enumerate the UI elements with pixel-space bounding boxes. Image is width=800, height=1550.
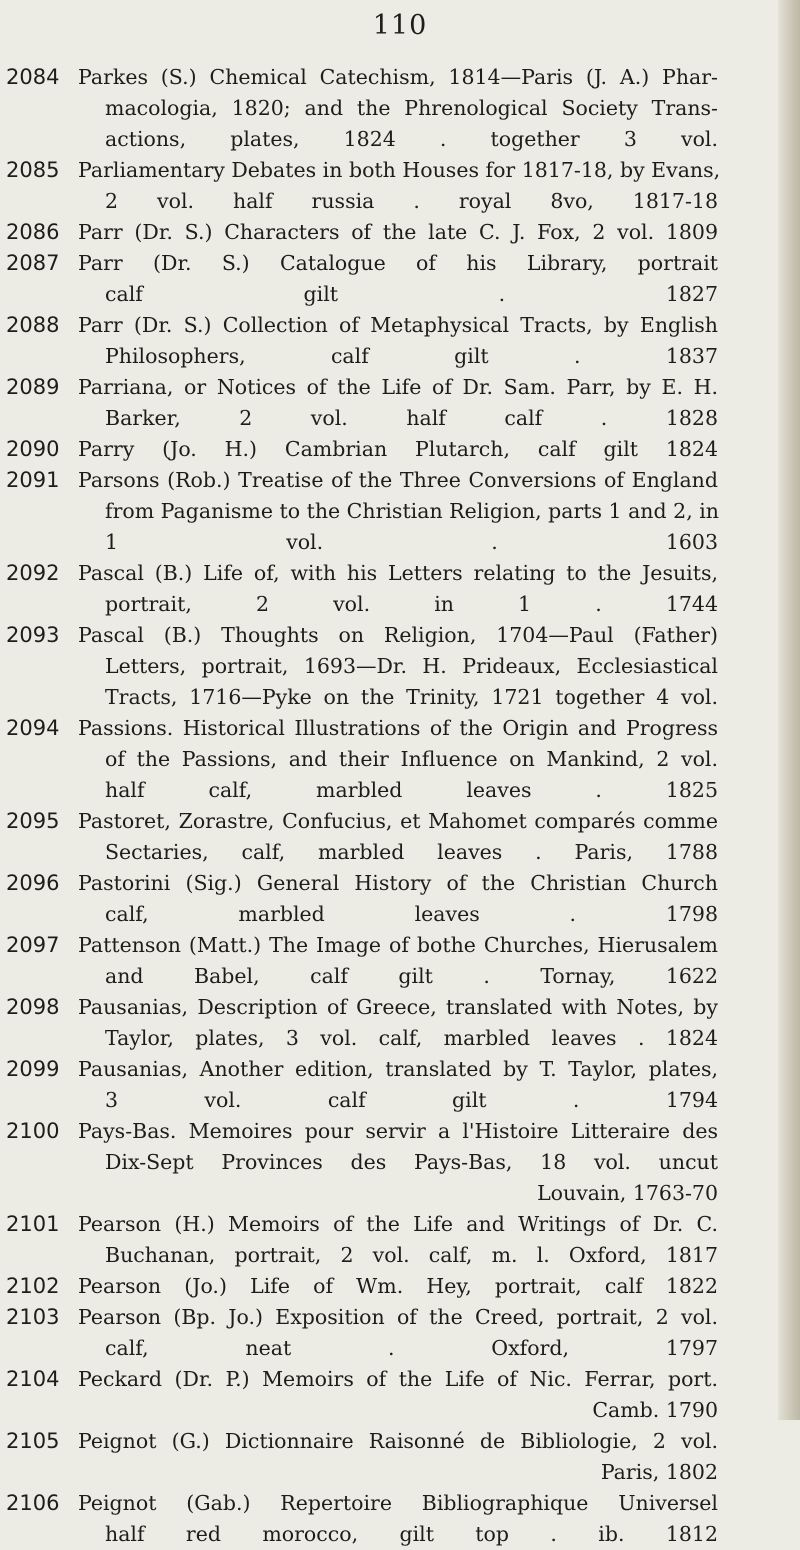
catalogue-entry xyxy=(0,434,780,465)
entry-text-line: Philosophers, calf gilt . 1837 xyxy=(105,344,718,368)
catalogue-entry xyxy=(0,1054,780,1116)
lot-number: 2098 xyxy=(6,995,60,1019)
catalogue-entry xyxy=(0,1302,780,1364)
lot-number: 2090 xyxy=(6,437,60,461)
catalogue-entry xyxy=(0,310,780,372)
entry-text-line: Pausanias, Another edition, translated by T. Taylor, plates, xyxy=(78,1057,718,1081)
lot-number: 2092 xyxy=(6,561,60,585)
entry-text-line: 2 vol. half russia . royal 8vo, 1817-18 xyxy=(105,189,718,213)
entry-text-line: Tracts, 1716—Pyke on the Trinity, 1721 together 4 vol. xyxy=(105,685,718,709)
entry-text-line: Louvain, 1763-70 xyxy=(537,1181,718,1205)
catalogue-entry xyxy=(0,372,780,434)
catalogue-entry xyxy=(0,558,780,620)
lot-number: 2104 xyxy=(6,1367,60,1391)
catalogue-entry xyxy=(0,1271,780,1302)
entry-text-line: Parr (Dr. S.) Characters of the late C. J. Fox, 2 vol. 1809 xyxy=(78,220,718,244)
entry-text-line: Parsons (Rob.) Treatise of the Three Conversions of England xyxy=(78,468,718,492)
entry-text-line: 1 vol. . 1603 xyxy=(105,530,718,554)
entry-text-line: Pays-Bas. Memoires pour servir a l'Histoire Litteraire des xyxy=(78,1119,718,1143)
entry-text-line: Pastoret, Zorastre, Confucius, et Mahomet comparés comme xyxy=(78,809,718,833)
entry-text-line: Taylor, plates, 3 vol. calf, marbled leaves . 1824 xyxy=(105,1026,718,1050)
entry-text-line: Letters, portrait, 1693—Dr. H. Prideaux, Ecclesiastical xyxy=(105,654,718,678)
entry-text-line: Pascal (B.) Life of, with his Letters relating to the Jesuits, xyxy=(78,561,718,585)
entry-text-line: macologia, 1820; and the Phrenological Society Trans- xyxy=(105,96,718,120)
lot-number: 2105 xyxy=(6,1429,60,1453)
catalogue-entry xyxy=(0,1209,780,1271)
entry-text-line: calf gilt . 1827 xyxy=(105,282,718,306)
page-number: 110 xyxy=(372,10,428,41)
catalogue-entry xyxy=(0,713,780,806)
lot-number: 2096 xyxy=(6,871,60,895)
entry-text-line: half red morocco, gilt top . ib. 1812 xyxy=(105,1522,718,1546)
catalogue-entry xyxy=(0,1488,780,1550)
entry-text-line: calf, neat . Oxford, 1797 xyxy=(105,1336,718,1360)
entry-text-line: Parriana, or Notices of the Life of Dr. Sam. Parr, by E. H. xyxy=(78,375,718,399)
entry-text-line: 3 vol. calf gilt . 1794 xyxy=(105,1088,718,1112)
entry-text-line: of the Passions, and their Influence on Mankind, 2 vol. xyxy=(105,747,718,771)
entry-text-line: Peignot (G.) Dictionnaire Raisonné de Bibliologie, 2 vol. xyxy=(78,1429,718,1453)
lot-number: 2093 xyxy=(6,623,60,647)
lot-number: 2091 xyxy=(6,468,60,492)
entry-text-line: actions, plates, 1824 . together 3 vol. xyxy=(105,127,718,151)
entry-text-line: portrait, 2 vol. in 1 . 1744 xyxy=(105,592,718,616)
entry-text-line: Parkes (S.) Chemical Catechism, 1814—Paris (J. A.) Phar- xyxy=(78,65,718,89)
entry-text-line: Barker, 2 vol. half calf . 1828 xyxy=(105,406,718,430)
entry-text-line: Pearson (H.) Memoirs of the Life and Writings of Dr. C. xyxy=(78,1212,718,1236)
lot-number: 2099 xyxy=(6,1057,60,1081)
lot-number: 2102 xyxy=(6,1274,60,1298)
lot-number: 2100 xyxy=(6,1119,60,1143)
catalogue-entry xyxy=(0,155,780,217)
lot-number: 2094 xyxy=(6,716,60,740)
entry-text-line: Pattenson (Matt.) The Image of bothe Churches, Hierusalem xyxy=(78,933,718,957)
entry-text-line: half calf, marbled leaves . 1825 xyxy=(105,778,718,802)
lot-number: 2084 xyxy=(6,65,60,89)
lot-number: 2086 xyxy=(6,220,60,244)
entry-text-line: Parr (Dr. S.) Collection of Metaphysical Tracts, by English xyxy=(78,313,718,337)
catalogue-entry xyxy=(0,930,780,992)
catalogue-entries xyxy=(0,62,780,1550)
entry-text-line: Buchanan, portrait, 2 vol. calf, m. l. Oxford, 1817 xyxy=(105,1243,718,1267)
entry-text-line: Parliamentary Debates in both Houses for 1817-18, by Evans, xyxy=(78,158,721,182)
catalogue-entry xyxy=(0,248,780,310)
catalogue-entry xyxy=(0,1364,780,1426)
catalogue-entry xyxy=(0,992,780,1054)
lot-number: 2106 xyxy=(6,1491,60,1515)
lot-number: 2097 xyxy=(6,933,60,957)
entry-text-line: Peignot (Gab.) Repertoire Bibliographique Universel xyxy=(78,1491,718,1515)
entry-text-line: Pausanias, Description of Greece, translated with Notes, by xyxy=(78,995,718,1019)
entry-text-line: Pastorini (Sig.) General History of the Christian Church xyxy=(78,871,718,895)
lot-number: 2088 xyxy=(6,313,60,337)
catalogue-entry xyxy=(0,620,780,713)
entry-text-line: Pascal (B.) Thoughts on Religion, 1704—Paul (Father) xyxy=(78,623,718,647)
catalogue-entry xyxy=(0,868,780,930)
entry-text-line: Camb. 1790 xyxy=(592,1398,718,1422)
lot-number: 2101 xyxy=(6,1212,60,1236)
entry-text-line: Paris, 1802 xyxy=(600,1460,718,1484)
entry-text-line: and Babel, calf gilt . Tornay, 1622 xyxy=(105,964,718,988)
page-edge xyxy=(778,0,800,1420)
entry-text-line: Peckard (Dr. P.) Memoirs of the Life of Nic. Ferrar, port. xyxy=(78,1367,718,1391)
catalogue-entry xyxy=(0,806,780,868)
entry-text-line: Parry (Jo. H.) Cambrian Plutarch, calf gilt 1824 xyxy=(78,437,718,461)
catalogue-entry xyxy=(0,465,780,558)
entry-text-line: Dix-Sept Provinces des Pays-Bas, 18 vol. uncut xyxy=(105,1150,718,1174)
lot-number: 2089 xyxy=(6,375,60,399)
catalogue-entry xyxy=(0,62,780,155)
entry-text-line: Pearson (Bp. Jo.) Exposition of the Creed, portrait, 2 vol. xyxy=(78,1305,718,1329)
catalogue-entry xyxy=(0,1426,780,1488)
entry-text-line: from Paganisme to the Christian Religion, parts 1 and 2, in xyxy=(105,499,719,523)
entry-text-line: Sectaries, calf, marbled leaves . Paris, 1788 xyxy=(105,840,718,864)
lot-number: 2085 xyxy=(6,158,60,182)
entry-text-line: calf, marbled leaves . 1798 xyxy=(105,902,718,926)
entry-text-line: Parr (Dr. S.) Catalogue of his Library, portrait xyxy=(78,251,718,275)
catalogue-entry xyxy=(0,217,780,248)
entry-text-line: Passions. Historical Illustrations of the Origin and Progress xyxy=(78,716,718,740)
lot-number: 2087 xyxy=(6,251,60,275)
catalogue-entry xyxy=(0,1116,780,1209)
lot-number: 2103 xyxy=(6,1305,60,1329)
entry-text-line: Pearson (Jo.) Life of Wm. Hey, portrait, calf 1822 xyxy=(78,1274,718,1298)
lot-number: 2095 xyxy=(6,809,60,833)
